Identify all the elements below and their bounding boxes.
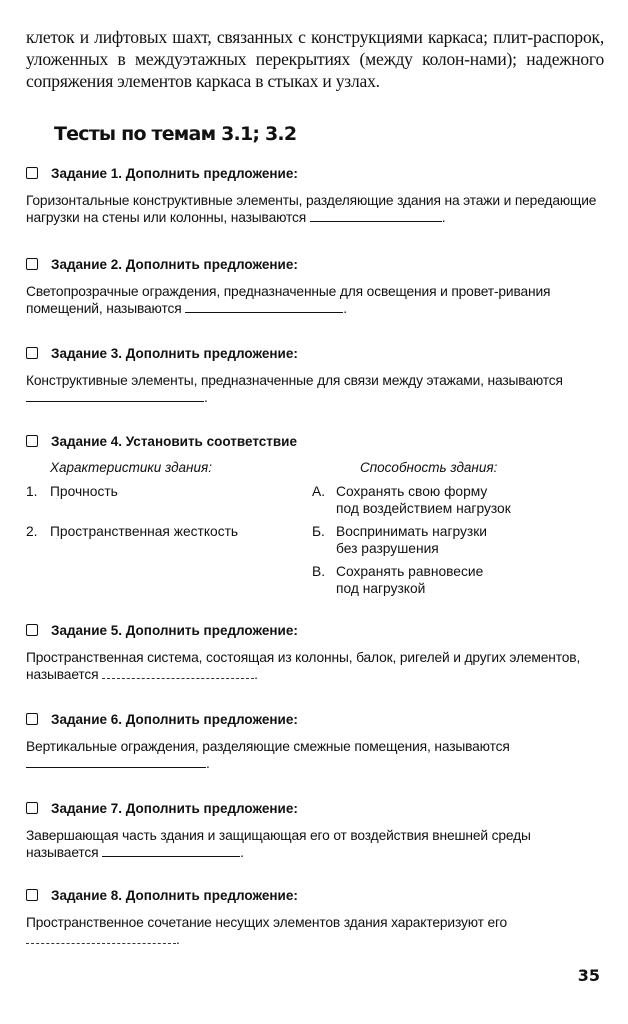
task-text: Светопрозрачные ограждения, предназначенные для освещения и провет-ривания помещений, называются xyxy=(26,284,551,316)
task-1 xyxy=(26,164,606,226)
task-end: . xyxy=(204,390,208,405)
task-heading: Задание 3. Дополнить предложение: xyxy=(51,345,298,361)
task-8 xyxy=(26,886,606,948)
task-7 xyxy=(26,799,606,861)
item-letter: В. xyxy=(312,564,326,579)
task-heading: Задание 7. Дополнить предложение: xyxy=(51,800,298,816)
checkbox-icon[interactable] xyxy=(26,624,38,636)
matching-left-header: Характеристики здания: xyxy=(50,460,212,475)
task-heading: Задание 6. Дополнить предложение: xyxy=(51,711,298,727)
checkbox-icon[interactable] xyxy=(26,889,38,901)
task-end: . xyxy=(206,756,210,771)
task-end: . xyxy=(441,210,446,225)
ability-item-line: Сохранять равновесие xyxy=(336,564,484,579)
ability-item-line: Сохранять свою форму xyxy=(336,484,488,499)
ability-item-line: без разрушения xyxy=(336,541,439,556)
answer-blank[interactable] xyxy=(102,666,254,679)
answer-blank[interactable] xyxy=(185,300,343,313)
task-end: . xyxy=(254,667,258,682)
task-end: . xyxy=(240,845,244,860)
checkbox-icon[interactable] xyxy=(26,167,38,179)
task-heading: Задание 5. Дополнить предложение: xyxy=(51,622,298,638)
page-number: 35 xyxy=(577,966,600,985)
task-4 xyxy=(26,432,606,597)
task-text: Завершающая часть здания и защищающая его от воздействия внешней среды называется xyxy=(26,828,531,860)
task-5 xyxy=(26,621,606,683)
task-6 xyxy=(26,710,606,772)
ability-item-line: под нагрузкой xyxy=(336,581,426,596)
matching-right-header: Способность здания: xyxy=(360,460,498,475)
checkbox-icon[interactable] xyxy=(26,802,38,814)
task-text: Конструктивные элементы, предназначенные для связи между этажами, называются xyxy=(26,373,563,388)
checkbox-icon[interactable] xyxy=(26,258,38,270)
intro-paragraph: клеток и лифтовых шахт, связанных с конструкциями каркаса; плит-распорок, уложенных в междуэтажных перекрытиях (между колон-нами); надежного сопряжения элементов каркаса в стыках и узлах. xyxy=(26,27,604,91)
item-letter: Б. xyxy=(312,524,325,539)
task-end: . xyxy=(343,301,347,316)
checkbox-icon[interactable] xyxy=(26,435,38,447)
answer-blank[interactable] xyxy=(310,209,442,222)
task-2 xyxy=(26,255,606,317)
task-text: Пространственная система, состоящая из колонны, балок, ригелей и других элементов, называется xyxy=(26,650,581,682)
item-number: 2. xyxy=(26,524,38,539)
task-heading: Задание 2. Дополнить предложение: xyxy=(51,256,298,272)
task-end: . xyxy=(176,932,180,947)
item-number: 1. xyxy=(26,484,38,499)
task-heading: Задание 1. Дополнить предложение: xyxy=(51,165,298,181)
matching-row xyxy=(26,523,606,557)
checkbox-icon[interactable] xyxy=(26,713,38,725)
ability-item-line: Воспринимать нагрузки xyxy=(336,524,487,539)
answer-blank[interactable] xyxy=(26,755,206,768)
task-heading: Задание 4. Установить соответствие xyxy=(51,433,297,449)
characteristic-item: Пространственная жесткость xyxy=(50,524,239,539)
task-text: Горизонтальные конструктивные элементы, разделяющие здания на этажи и передающие нагрузки на стены или колонны, называются xyxy=(26,193,597,225)
answer-blank[interactable] xyxy=(26,389,204,402)
item-letter: А. xyxy=(312,484,326,499)
matching-row xyxy=(26,483,606,517)
task-text: Вертикальные ограждения, разделяющие смежные помещения, называются xyxy=(26,739,510,754)
answer-blank[interactable] xyxy=(102,844,240,857)
checkbox-icon[interactable] xyxy=(26,347,38,359)
section-title: Тесты по темам 3.1; 3.2 xyxy=(54,123,297,145)
characteristic-item: Прочность xyxy=(50,484,118,499)
task-3 xyxy=(26,344,606,406)
answer-blank[interactable] xyxy=(26,931,176,944)
task-text: Пространственное сочетание несущих элементов здания характеризуют его xyxy=(26,915,508,930)
ability-item-line: под воздействием нагрузок xyxy=(336,501,511,516)
matching-row xyxy=(26,563,606,597)
task-heading: Задание 8. Дополнить предложение: xyxy=(51,887,298,903)
